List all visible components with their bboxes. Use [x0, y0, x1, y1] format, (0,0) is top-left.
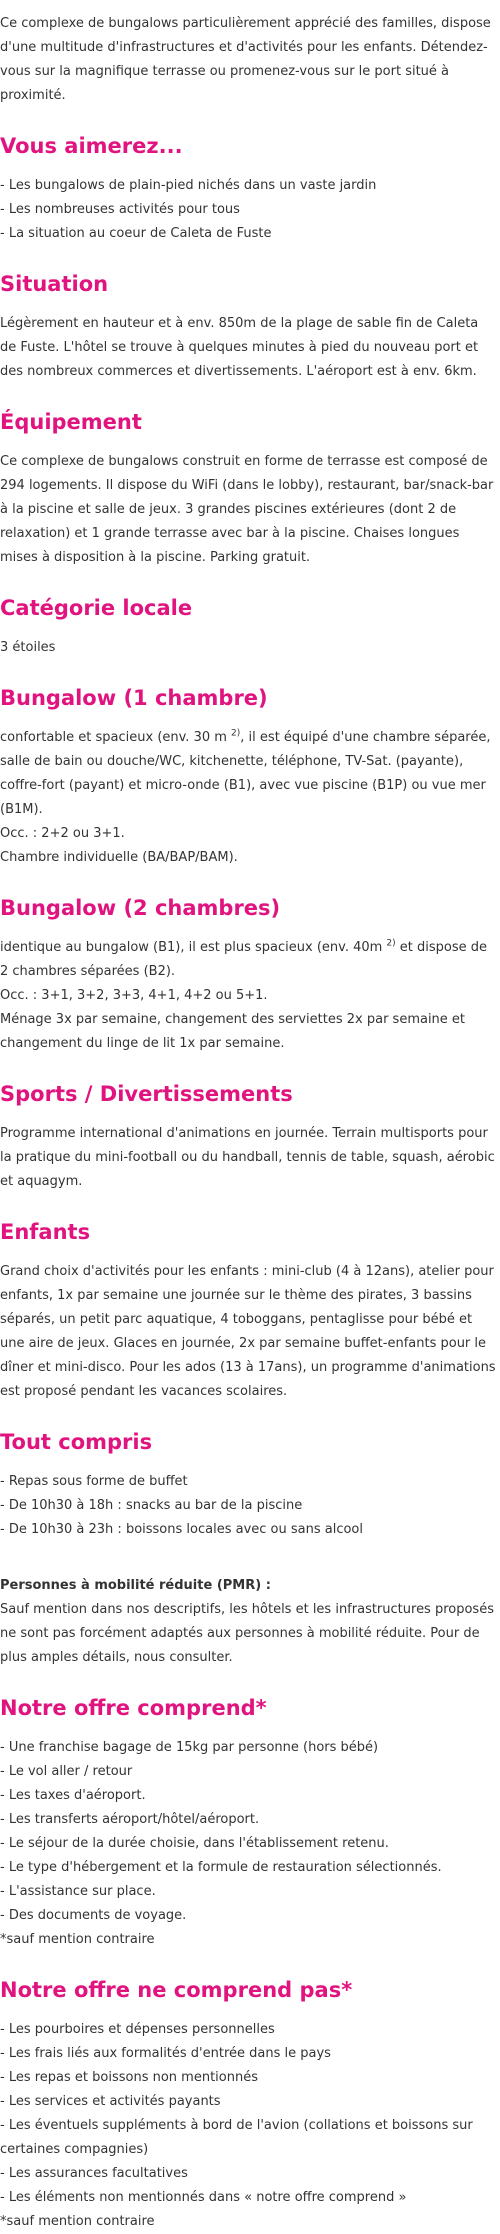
bungalow2-text-a: identique au bungalow (B1), il est plus spacieux (env. 40m: [0, 940, 387, 955]
sports-text: Programme international d'animations en journée. Terrain multisports pour la pratique du mini-football ou du handball, tennis de table, squash, aérobic et aquagym.: [0, 1126, 495, 1189]
intro-text: Ce complexe de bungalows particulièrement apprécié des familles, dispose d'une multitude d'infrastructures et d'activités pour les enfants. Détendez-vous sur la magnifique terrasse ou promenez-vous sur le port situé à proximité.: [0, 16, 491, 103]
section-situation: [0, 270, 500, 384]
list-item: - Le type d'hébergement et la formule de restauration sélectionnés.: [0, 1860, 442, 1875]
list-item: - Les services et activités payants: [0, 2094, 221, 2109]
ne-comprend-list: [0, 2018, 500, 2210]
list-item: - Les éventuels suppléments à bord de l'avion (collations et boissons sur certaines compagnies): [0, 2118, 473, 2157]
section-offre-comprend: [0, 1694, 500, 1952]
section-sports: [0, 1080, 500, 1194]
tout-compris-list: [0, 1470, 500, 1542]
list-item: - Les éléments non mentionnés dans « notre offre comprend »: [0, 2190, 407, 2205]
list-item: - Le séjour de la durée choisie, dans l'établissement retenu.: [0, 1836, 389, 1851]
list-item: - Les frais liés aux formalités d'entrée dans le pays: [0, 2046, 331, 2061]
list-item: - Les pourboires et dépenses personnelles: [0, 2022, 275, 2037]
bungalow1-text-b: , il est équipé d'une chambre séparée, salle de bain ou douche/WC, kitchenette, téléphone, TV-Sat. (payante), coffre-fort (payant) et micro-onde (B1), avec vue piscine (B1P) ou vue mer (B1M).: [0, 730, 491, 817]
list-item: - Une franchise bagage de 15kg par personne (hors bébé): [0, 1740, 379, 1755]
bungalow1-occupancy: Occ. : 2+2 ou 3+1.: [0, 826, 125, 841]
list-item: - De 10h30 à 23h : boissons locales avec ou sans alcool: [0, 1522, 363, 1537]
list-item: - Les nombreuses activités pour tous: [0, 202, 240, 217]
section-title: Notre offre ne comprend pas*: [0, 1978, 353, 2002]
section-title: Notre offre comprend*: [0, 1696, 267, 1720]
bungalow2-text: [0, 936, 500, 984]
list-item: - De 10h30 à 18h : snacks au bar de la piscine: [0, 1498, 303, 1513]
section-title: Situation: [0, 272, 109, 296]
section-title: Enfants: [0, 1220, 91, 1244]
section-enfants: [0, 1218, 500, 1404]
list-item: - Des documents de voyage.: [0, 1908, 187, 1923]
equipement-text: Ce complexe de bungalows construit en forme de terrasse est composé de 294 logements. Il dispose du WiFi (dans le lobby), restaurant, bar/snack-bar à la piscine et salle de jeux. 3 grandes piscines extérieures (dont 2 de relaxation) et 1 grande terrasse avec bar à la piscine. Chaises longues mises à disposition à la piscine. Parking gratuit.: [0, 454, 494, 565]
list-item: - Le vol aller / retour: [0, 1764, 133, 1779]
section-title: Bungalow (2 chambres): [0, 896, 281, 920]
list-item: - Les bungalows de plain-pied nichés dans un vaste jardin: [0, 178, 377, 193]
categorie-text: 3 étoiles: [0, 640, 56, 655]
list-item: - Les transferts aéroport/hôtel/aéroport.: [0, 1812, 260, 1827]
comprend-list: [0, 1736, 500, 1928]
enfants-text: Grand choix d'activités pour les enfants : mini-club (4 à 12ans), atelier pour enfants, 1x par semaine une journée sur le thème des pirates, 3 bassins séparés, un petit parc aquatique, 4 toboggans, pentaglisse pour bébé et une aire de jeux. Glaces en journée, 2x par semaine buffet-enfants pour le dîner et mini-disco. Pour les ados (13 à 17ans), un programme d'animations est proposé pendant les vacances scolaires.: [0, 1264, 496, 1399]
list-item: - Repas sous forme de buffet: [0, 1474, 188, 1489]
section-tout-compris: [0, 1428, 500, 1542]
pmr-label: Personnes à mobilité réduite (PMR) :: [0, 1578, 271, 1593]
bungalow1-single-room: Chambre individuelle (BA/BAP/BAM).: [0, 850, 238, 865]
section-title: Sports / Divertissements: [0, 1082, 293, 1106]
comprend-note: *sauf mention contraire: [0, 1932, 155, 1947]
list-item: - Les taxes d'aéroport.: [0, 1788, 146, 1803]
section-vous-aimerez: [0, 132, 500, 246]
bungalow2-text-b: et dispose de 2 chambres séparées (B2).: [0, 940, 488, 979]
list-item: - Les repas et boissons non mentionnés: [0, 2070, 258, 2085]
pmr-text: Sauf mention dans nos descriptifs, les hôtels et les infrastructures proposés ne sont pas forcément adaptés aux personnes à mobilité réduite. Pour de plus amples détails, nous consulter.: [0, 1602, 494, 1665]
situation-text: Légèrement en hauteur et à env. 850m de la plage de sable fin de Caleta de Fuste. L'hôtel se trouve à quelques minutes à pied du nouveau port et des nombreux commerces et divertissements. L'aéroport est à env. 6km.: [0, 316, 479, 379]
bungalow1-text-a: confortable et spacieux (env. 30 m: [0, 730, 232, 745]
section-bungalow-2: [0, 894, 500, 1056]
section-title: Tout compris: [0, 1430, 153, 1454]
bungalow1-text: [0, 726, 500, 822]
section-categorie: [0, 594, 500, 660]
section-offre-ne-comprend-pas: [0, 1976, 500, 2234]
list-item: - L'assistance sur place.: [0, 1884, 156, 1899]
section-title: Catégorie locale: [0, 596, 193, 620]
bungalow2-sup: 2): [386, 938, 396, 949]
aimerez-list: [0, 174, 500, 246]
section-title: Équipement: [0, 410, 142, 434]
section-pmr: [0, 1574, 500, 1670]
ne-comprend-note: *sauf mention contraire: [0, 2214, 155, 2229]
bungalow2-cleaning: Ménage 3x par semaine, changement des serviettes 2x par semaine et changement du linge de lit 1x par semaine.: [0, 1012, 466, 1051]
section-equipement: [0, 408, 500, 570]
list-item: - La situation au coeur de Caleta de Fuste: [0, 226, 272, 241]
section-title: Bungalow (1 chambre): [0, 686, 268, 710]
section-title: Vous aimerez...: [0, 134, 183, 158]
section-bungalow-1: [0, 684, 500, 870]
bungalow1-sup: 2): [231, 728, 241, 739]
list-item: - Les assurances facultatives: [0, 2166, 188, 2181]
bungalow2-occupancy: Occ. : 3+1, 3+2, 3+3, 4+1, 4+2 ou 5+1.: [0, 988, 268, 1003]
